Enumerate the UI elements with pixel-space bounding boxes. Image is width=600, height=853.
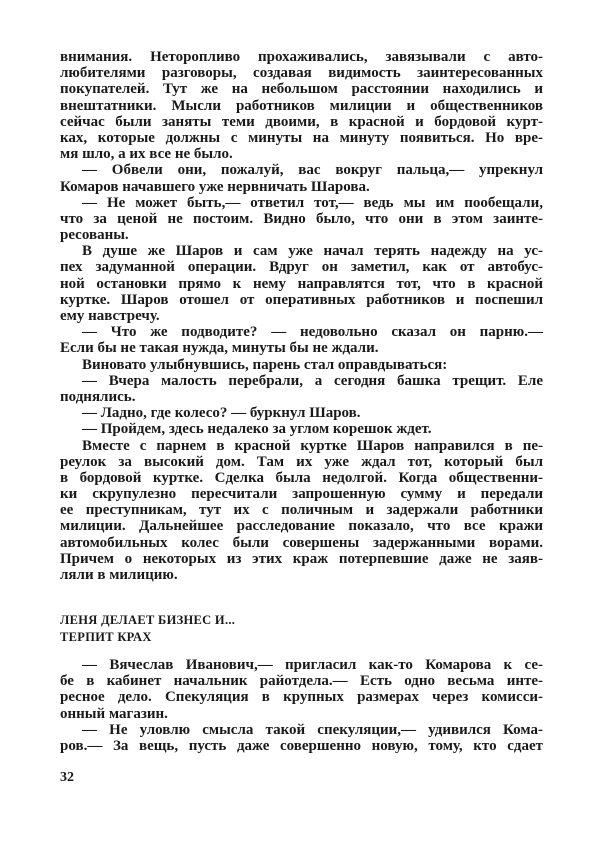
paragraph	[60, 162, 543, 194]
text-line: Виновато улыбнувшись, парень стал оправдываться:	[82, 356, 448, 373]
paragraph	[60, 421, 543, 437]
text-line: автомобильных колес были совершены задержанными ворами.	[60, 534, 543, 551]
paragraph	[60, 324, 543, 356]
paragraph	[60, 722, 543, 754]
text-line: внимания. Неторопливо прохаживались, завязывали с авто-	[60, 49, 543, 65]
text-line: ее преступникам, тут их с поличным и задержали работники	[60, 502, 543, 519]
text-line: — Не может быть,— ответил тот,— ведь мы им пообещали,	[82, 194, 543, 211]
text-line: сейчас были заняты теми двоими, в красной и бордовой курт-	[60, 113, 543, 130]
text-line: — Не уловлю смысла такой спекуляции,— удивился Кома-	[82, 721, 543, 738]
text-line: — Пройдем, здесь недалеко за углом корешок ждет.	[82, 421, 432, 438]
text-line: мя шло, а их все не было.	[60, 146, 233, 163]
page-number: 32	[60, 770, 74, 785]
paragraph	[60, 405, 543, 421]
paragraph	[60, 657, 543, 722]
text-line: внештатники. Мысли работников милиции и общественников	[60, 97, 543, 114]
text-line: Причем о некоторых из этих краж потерпевшие даже не заяв-	[60, 550, 543, 567]
text-line: любителями разговоры, создавая видимость заинтересованных	[60, 65, 543, 82]
text-line: ки скрупулезно пересчитали запрошенную сумму и передали	[60, 486, 543, 503]
chapter-heading	[60, 612, 235, 646]
text-line: ресное дело. Спекуляция в крупных размерах через комисси-	[60, 689, 543, 706]
text-line: милиции. Дальнейшее расследование показало, что все кражи	[60, 518, 543, 535]
text-line: покупателей. Тут же на небольшом расстоянии находились и	[60, 81, 543, 98]
text-line: ной остановки прямо к нему направлятся тот, что в красной	[60, 275, 543, 292]
text-line: — Ладно, где колесо? — буркнул Шаров.	[82, 405, 361, 422]
text-line: — Обвели они, пожалуй, вас вокруг пальца,— упрекнул	[82, 162, 543, 179]
text-line: ров.— За вещь, пусть даже совершенно новую, тому, кто сдает	[60, 737, 543, 754]
paragraph	[60, 373, 543, 405]
text-line: — Вчера малость перебрали, а сегодня башка трещит. Еле	[82, 372, 543, 389]
text-line: куртке. Шаров отошел от оперативных работников и поспешил	[60, 291, 543, 308]
text-line: Если бы не такая нужда, минуты бы не ждали.	[60, 340, 379, 357]
text-line: — Вячеслав Иванович,— пригласил как-то Комарова к се-	[82, 657, 543, 673]
text-line: что за ценой не постоим. Видно было, что они в этом заинте-	[60, 210, 543, 227]
text-line: Комаров начавшего уже нервничать Шарова.	[60, 178, 370, 195]
text-line: ему навстречу.	[60, 308, 160, 324]
text-line: реулок за высокий дом. Там их уже ждал тот, который был	[60, 453, 543, 470]
paragraph	[60, 243, 543, 324]
paragraph	[60, 438, 543, 584]
text-line: онный магазин.	[60, 705, 168, 722]
chapter-heading-line: ЛЕНЯ ДЕЛАЕТ БИЗНЕС И...	[60, 613, 236, 627]
text-line: пех задуманной операции. Вдруг он заметил, как от автобус-	[60, 259, 543, 276]
chapter-heading-line: ТЕРПИТ КРАХ	[60, 630, 152, 644]
text-line: В душе же Шаров и сам уже начал терять надежду на ус-	[82, 243, 543, 260]
text-line: Вместе с парнем в красной куртке Шаров направился в пе-	[82, 437, 543, 454]
text-line: поднялись.	[60, 388, 136, 405]
paragraph	[60, 49, 543, 162]
paragraph	[60, 357, 543, 373]
text-line: — Что же подводите? — недовольно сказал он парню.—	[82, 324, 543, 341]
text-line: ресованы.	[60, 227, 129, 244]
body-text-section-2	[60, 657, 543, 754]
text-line: ках, которые должны с минуты на минуту появиться. Но вре-	[60, 129, 543, 146]
body-text-section-1	[60, 49, 543, 583]
text-line: в бордовой куртке. Сделка была недолгой. Когда общественни-	[60, 469, 543, 486]
paragraph	[60, 195, 543, 244]
text-line: ляли в милицию.	[60, 567, 178, 583]
text-line: бе в кабинет начальник райотдела.— Есть одно весьма инте-	[60, 673, 543, 690]
